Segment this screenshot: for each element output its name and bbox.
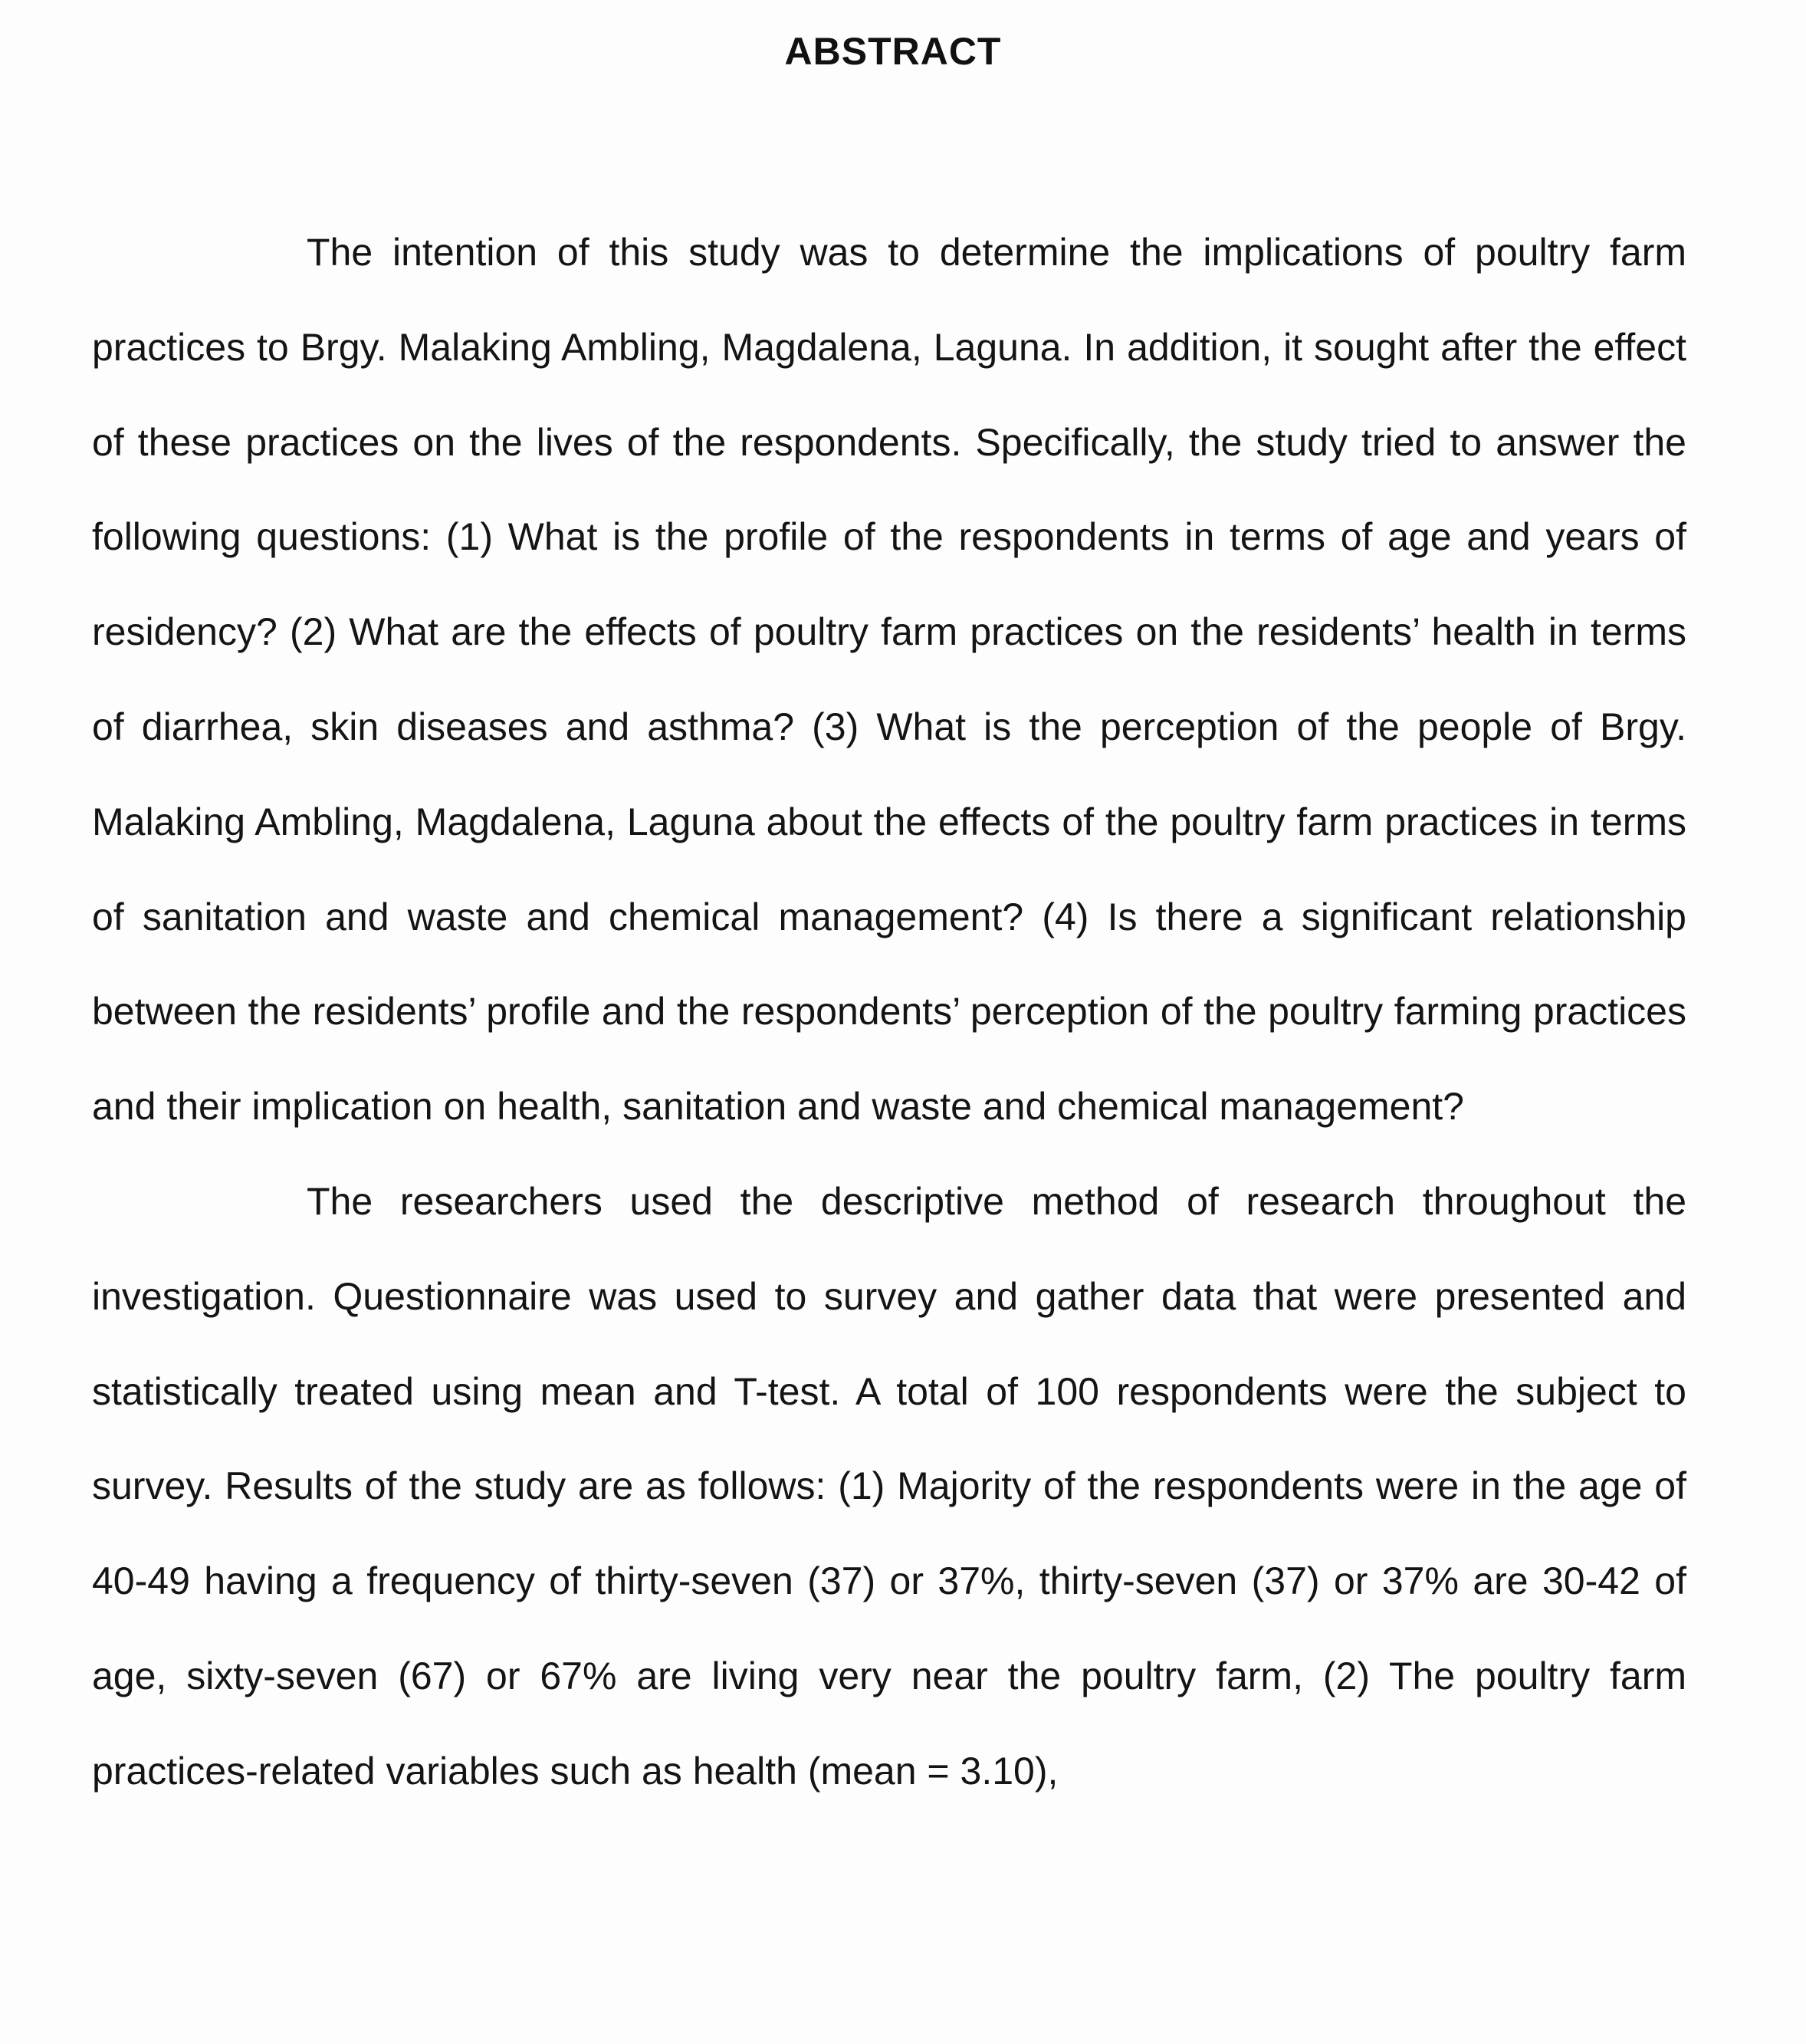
abstract-title: ABSTRACT bbox=[784, 30, 1002, 73]
paragraph-method-results: The researchers used the descriptive method of research throughout the investigation. Questionnaire was used to survey and gather data that were presented and statistically treated using mean and T-test. A total of 100 respondents were the subject to survey. Results of the study are as follows: (1) Majority of the respondents were in the age of 40-49 having a frequency of thirty-seven (37) or 37%, thirty-seven (37) or 37% are 30-42 of age, sixty-seven (67) or 67% are living very near the poultry farm, (2) The poultry farm practices-related variables such as health (mean = 3.10), bbox=[92, 1179, 1686, 1793]
paragraph-intention: The intention of this study was to determine the implications of poultry farm practices to Brgy. Malaking Ambling, Magdalena, Laguna. In addition, it sought after the effect of these practices on the lives of the respondents. Specifically, the study tried to answer the following questions: (1) What is the profile of the respondents in terms of age and years of residency? (2) What are the effects of poultry farm practices on the residents’ health in terms of diarrhea, skin diseases and asthma? (3) What is the perception of the people of Brgy. Malaking Ambling, Magdalena, Laguna about the effects of the poultry farm practices in terms of sanitation and waste and chemical management? (4) Is there a significant relationship between the residents’ profile and the respondents’ perception of the poultry farming practices and their implication on health, sanitation and waste and chemical management? bbox=[92, 231, 1686, 1129]
abstract-body bbox=[92, 205, 1686, 1819]
